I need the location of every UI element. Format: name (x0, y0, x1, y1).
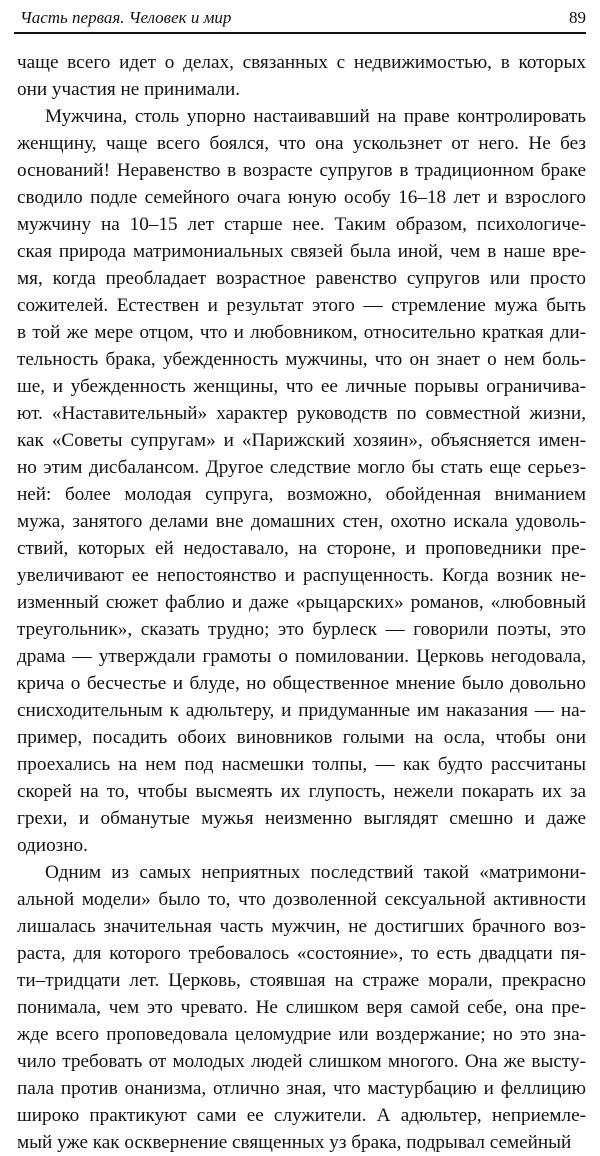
text-line: они участия не принимали. (17, 79, 241, 100)
page-header (20, 6, 586, 30)
text-line: грехи, и обманутые мужья неизменно выглядят смешно и даже (17, 808, 586, 829)
body-text (17, 49, 586, 1156)
text-line: пример, посадить обоих виновников голыми на осла, чтобы они (17, 727, 586, 748)
text-line: оснований! Неравенство в возрасте супругов в традиционном браке (17, 160, 586, 181)
text-line: изменный сюжет фаблио и даже «рыцарских» романов, «любовный (17, 592, 586, 613)
text-line: мый уже как осквернение священных уз брака, подрывал семейный (17, 1132, 572, 1153)
text-line: чаще всего идет о делах, связанных с недвижимостью, в которых (17, 52, 586, 73)
running-head: Часть первая. Человек и мир (20, 8, 232, 27)
text-line: крича о бесчестье и блуде, но общественное мнение было довольно (17, 673, 586, 694)
text-line: альной модели» было то, что дозволенной сексуальной активности (17, 889, 586, 910)
paragraph (17, 859, 586, 1156)
text-line: сводило подле семейного очага юную особу 16–18 лет и взрослого (17, 187, 586, 208)
paragraph (17, 49, 586, 103)
text-line: ская природа матримониальных связей была иной, чем в наше вре- (17, 241, 586, 262)
text-line: ствий, которых ей недоставало, на стороне, и проповедники пре- (17, 538, 586, 559)
text-line: широко практикуют сами ее служители. А адюльтер, неприемле- (17, 1105, 586, 1126)
text-line: лишалась значительная часть мужчин, не достигших брачного воз- (17, 916, 586, 937)
text-line: скорей на то, чтобы высмеять их глупость, нежели покарать их за (17, 781, 586, 802)
text-line: женщину, чаще всего боялся, что она ускользнет от него. Не без (17, 133, 586, 154)
paragraph (17, 103, 586, 859)
text-line: жде всего проповедовала целомудрие или воздержание; но это зна- (17, 1024, 586, 1045)
text-line: одиозно. (17, 835, 88, 856)
text-line: понимала, чем это чревато. Не слишком веря самой себе, она пре- (17, 997, 586, 1018)
text-line: тельность брака, убежденность мужчины, что он знает о нем боль- (17, 349, 586, 370)
text-line: ней: более молодая супруга, возможно, обойденная вниманием (17, 484, 586, 505)
text-line: пала против онанизма, отлично зная, что мастурбацию и феллицию (17, 1078, 586, 1099)
header-rule (14, 32, 586, 34)
text-line: ют. «Наставительный» характер руководств по совместной жизни, (17, 403, 586, 424)
text-line: ти–тридцати лет. Церковь, стоявшая на страже морали, прекрасно (17, 970, 586, 991)
text-line: раста, для которого требовалось «состояние», то есть двадцати пя- (17, 943, 586, 964)
text-line: треугольник», сказать трудно; это бурлеск — говорили поэты, это (17, 619, 586, 640)
text-line: мужчину на 10–15 лет старше нее. Таким образом, психологиче- (17, 214, 586, 235)
text-line: но этим дисбалансом. Другое следствие могло бы стать еще серьез- (17, 457, 586, 478)
text-line: Мужчина, столь упорно настаивавший на праве контролировать (45, 106, 586, 127)
text-line: в той же мере отцом, что и любовником, относительно краткая дли- (17, 322, 586, 343)
text-line: мя, когда преобладает возрастное равенство супругов или просто (17, 268, 586, 289)
page-number: 89 (569, 8, 586, 27)
text-line: ше, и убежденность женщины, что ее личные порывы ограничива- (17, 376, 586, 397)
text-line: проехались на нем под насмешки толпы, — как будто рассчитаны (17, 754, 586, 775)
text-line: снисходительным к адюльтеру, и придуманные им наказания — на- (17, 700, 586, 721)
text-line: чило требовать от молодых людей слишком многого. Она же высту- (17, 1051, 586, 1072)
text-line: как «Советы супругам» и «Парижский хозяин», объясняется имен- (17, 430, 586, 451)
text-line: увеличивают ее непостоянство и распущенность. Когда возник не- (17, 565, 586, 586)
text-line: сожителей. Естествен и результат этого — стремление мужа быть (17, 295, 586, 316)
text-line: Одним из самых неприятных последствий такой «матримони- (45, 862, 586, 883)
text-line: драма — утверждали грамоты о помиловании. Церковь негодовала, (17, 646, 586, 667)
text-line: мужа, занятого делами вне домашних стен, охотно искала удоволь- (17, 511, 586, 532)
